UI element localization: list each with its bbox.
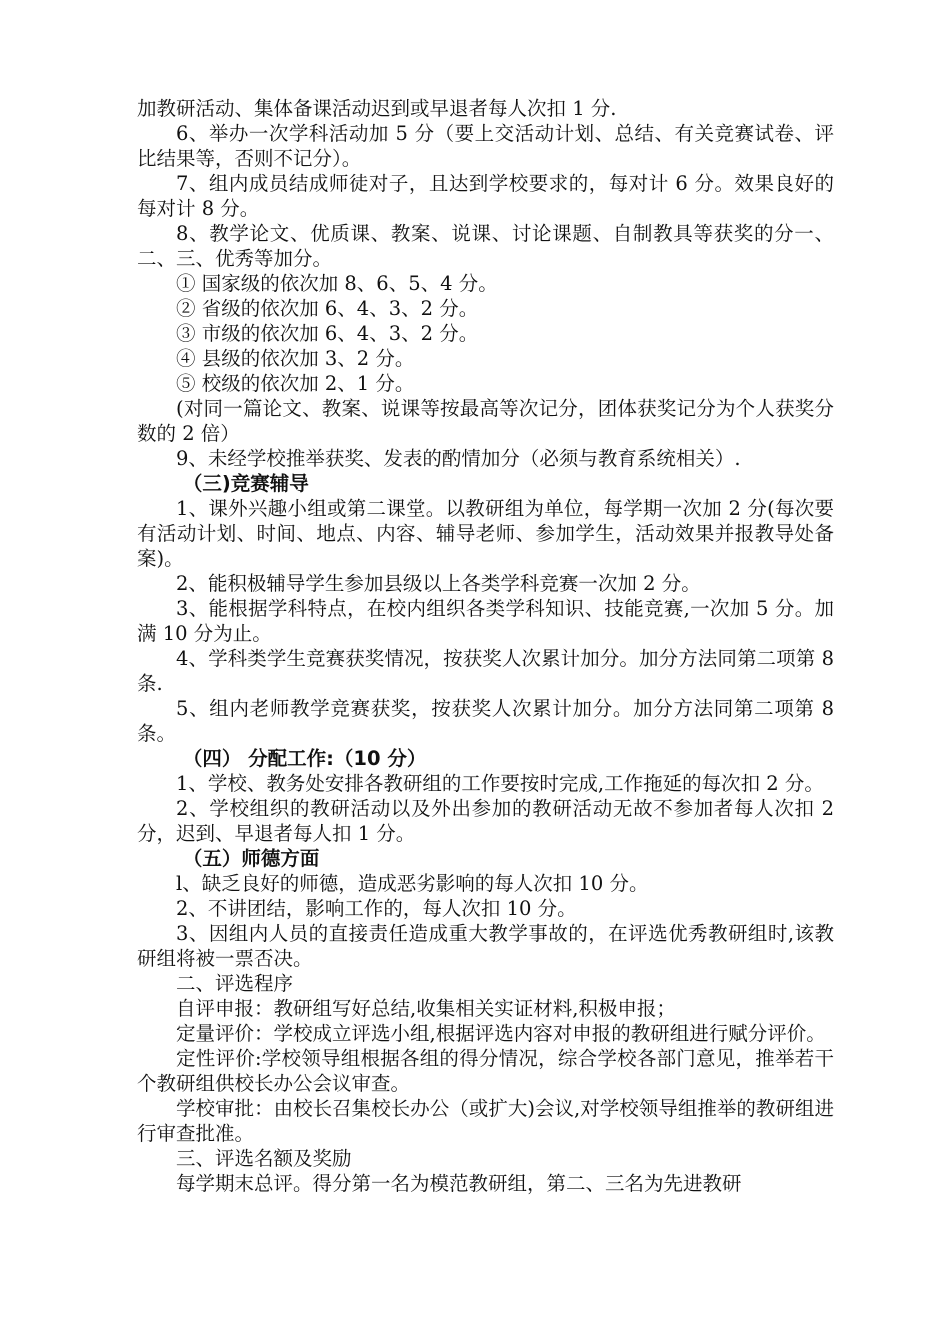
list-item: ③ 市级的依次加 6、4、3、2 分。 [176, 322, 479, 345]
section-heading: （四） 分配工作:（10 分） [182, 747, 427, 770]
paragraph: 2、能积极辅导学生参加县级以上各类学科竞赛一次加 2 分。 [176, 572, 701, 595]
paragraph: 4、学科类学生竞赛获奖情况，按获奖人次累计加分。加分方法同第二项第 8 条. [137, 647, 834, 695]
paragraph: 3、能根据学科特点，在校内组织各类学科知识、技能竞赛,一次加 5 分。加满 10 分为止。 [137, 597, 834, 645]
list-item: ⑤ 校级的依次加 2、1 分。 [176, 372, 415, 395]
paragraph: 定性评价:学校领导组根据各组的得分情况，综合学校各部门意见，推举若干个教研组供校长办公会议审查。 [137, 1047, 834, 1095]
paragraph: 自评申报：教研组写好总结,收集相关实证材料,积极申报； [176, 997, 676, 1020]
paragraph: 9、未经学校推举获奖、发表的酌情加分（必须与教育系统相关）. [176, 447, 741, 470]
list-item: ② 省级的依次加 6、4、3、2 分。 [176, 297, 479, 320]
paragraph: 8、教学论文、优质课、教案、说课、讨论课题、自制教具等获奖的分一、二、三、优秀等加分。 [137, 222, 834, 270]
paragraph: (对同一篇论文、教案、说课等按最高等次记分，团体获奖记分为个人获奖分数的 2 倍） [137, 397, 834, 445]
paragraph: 6、举办一次学科活动加 5 分（要上交活动计划、总结、有关竞赛试卷、评比结果等，否则不记分）。 [137, 122, 834, 170]
paragraph: l、缺乏良好的师德，造成恶劣影响的每人次扣 10 分。 [176, 872, 649, 895]
paragraph: 2、学校组织的教研活动以及外出参加的教研活动无故不参加者每人次扣 2 分，迟到、早退者每人扣 1 分。 [137, 797, 834, 845]
section-heading: （三)竞赛辅导 [182, 472, 309, 495]
paragraph: 2、不讲团结，影响工作的，每人次扣 10 分。 [176, 897, 577, 920]
paragraph: 3、因组内人员的直接责任造成重大教学事故的，在评选优秀教研组时,该教研组将被一票否决。 [137, 922, 834, 970]
section-subheading: 三、评选名额及奖励 [176, 1147, 352, 1170]
paragraph: 1、学校、教务处安排各教研组的工作要按时完成,工作拖延的每次扣 2 分。 [176, 772, 824, 795]
paragraph: 加教研活动、集体备课活动迟到或早退者每人次扣 1 分. [137, 97, 617, 120]
section-heading: （五）师德方面 [182, 847, 320, 870]
paragraph: 每学期末总评。得分第一名为模范教研组，第二、三名为先进教研 [176, 1172, 742, 1195]
list-item: ④ 县级的依次加 3、2 分。 [176, 347, 415, 370]
section-subheading: 二、评选程序 [176, 972, 294, 995]
paragraph: 学校审批：由校长召集校长办公（或扩大)会议,对学校领导组推举的教研组进行审查批准。 [137, 1097, 834, 1145]
list-item: ① 国家级的依次加 8、6、5、4 分。 [176, 272, 498, 295]
document-page [137, 96, 834, 1196]
paragraph: 7、组内成员结成师徒对子，且达到学校要求的，每对计 6 分。效果良好的每对计 8 分。 [137, 172, 834, 220]
paragraph: 5、组内老师教学竞赛获奖，按获奖人次累计加分。加分方法同第二项第 8 条。 [137, 697, 834, 745]
paragraph: 定量评价：学校成立评选小组,根据评选内容对申报的教研组进行赋分评价。 [176, 1022, 826, 1045]
paragraph: 1、课外兴趣小组或第二课堂。以教研组为单位，每学期一次加 2 分(每次要有活动计划、时间、地点、内容、辅导老师、参加学生，活动效果并报教导处备案)。 [137, 497, 834, 570]
